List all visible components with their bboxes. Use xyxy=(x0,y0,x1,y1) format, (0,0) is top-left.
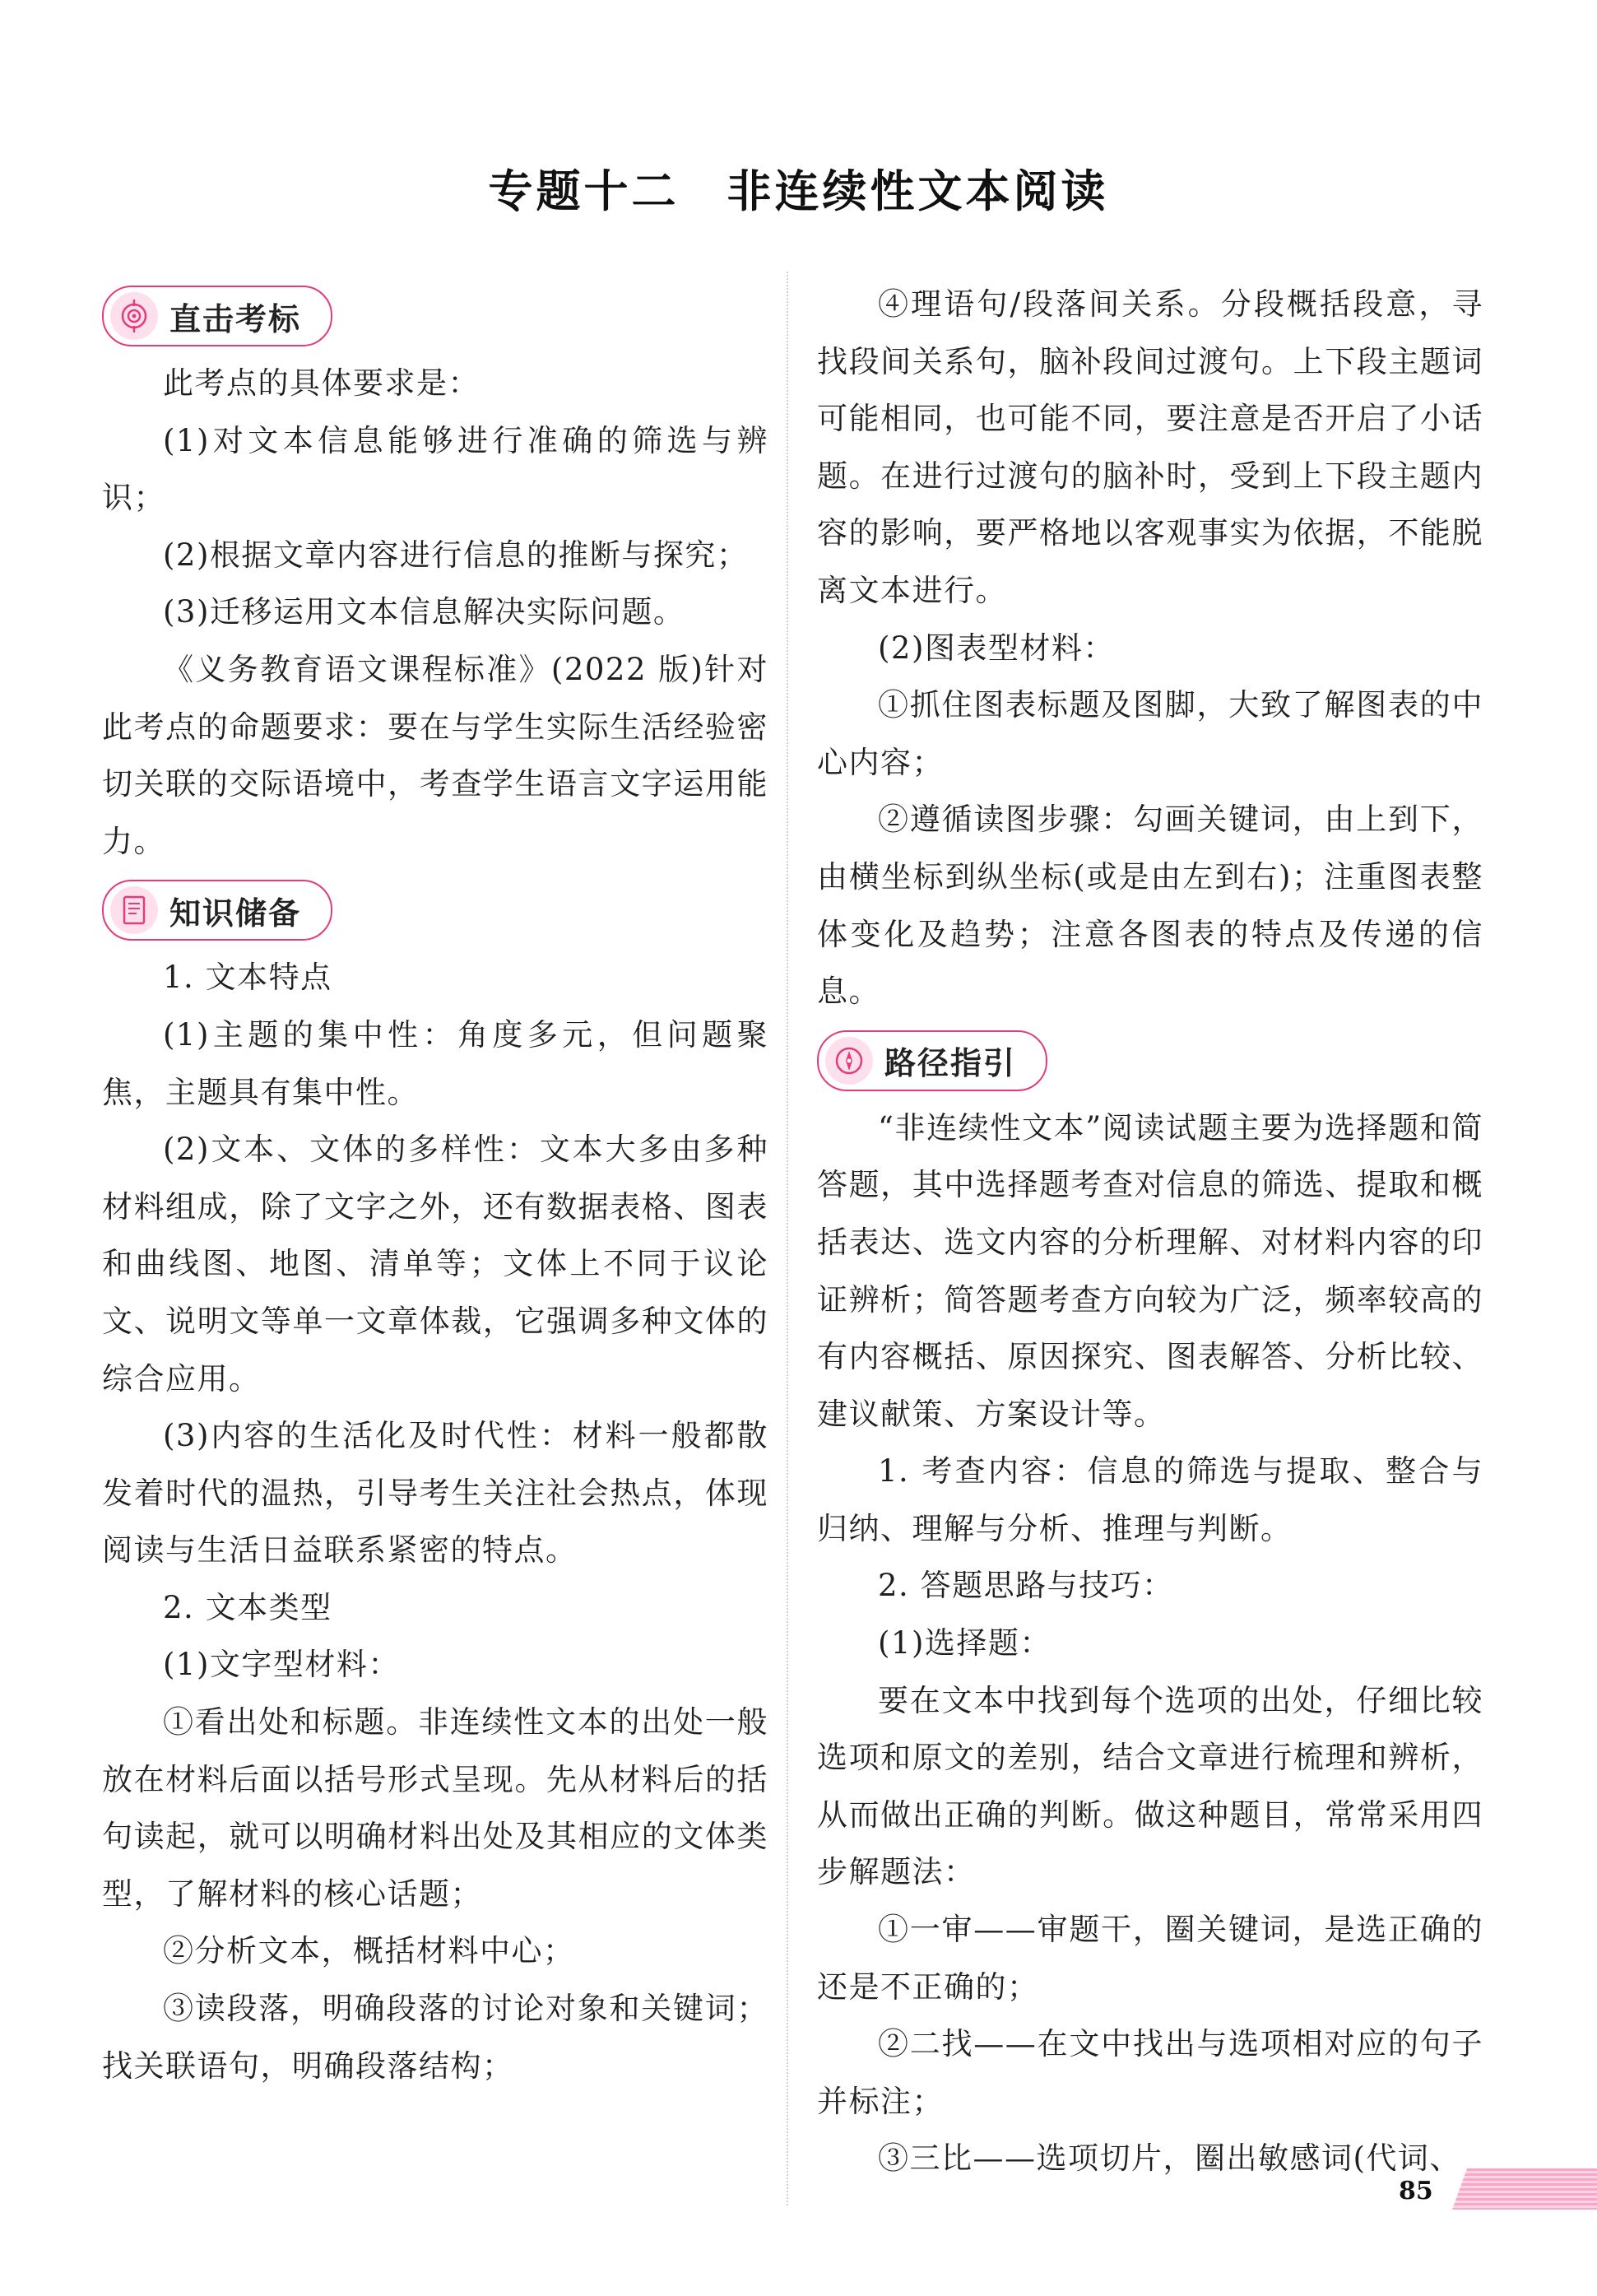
paragraph: 此考点的具体要求是： xyxy=(163,365,480,401)
paragraph: ②分析文本，概括材料中心； xyxy=(163,1933,575,1969)
paragraph: (1)文字型材料： xyxy=(163,1647,400,1683)
section-header-exam xyxy=(102,286,332,346)
paragraph: 2. 答题思路与技巧： xyxy=(878,1568,1174,1604)
paragraph: ③读段落，明确段落的讨论对象和关键词；找关联语句，明确段落结构； xyxy=(102,1991,768,2084)
section-title-knowledge: 知识储备 xyxy=(169,895,302,932)
paragraph: ②二找——在文中找出与选项相对应的句子并标注； xyxy=(817,2026,1483,2119)
right-column xyxy=(817,276,1483,2187)
paragraph: ③三比——选项切片，圈出敏感词(代词、 xyxy=(878,2140,1461,2177)
paragraph: 2. 文本类型 xyxy=(163,1589,332,1625)
paragraph: (2)根据文章内容进行信息的推断与探究； xyxy=(163,537,749,573)
section-title-path: 路径指引 xyxy=(884,1045,1017,1082)
column-divider xyxy=(787,272,788,2205)
page-decoration-bar xyxy=(1452,2168,1597,2210)
paragraph: ①看出处和标题。非连续性文本的出处一般放在材料后面以括号形式呈现。先从材料后的括句读起，就可以明确材料出处及其相应的文体类型，了解材料的核心话题； xyxy=(102,1704,768,1912)
paragraph: ①抓住图表标题及图脚，大致了解图表的中心内容； xyxy=(817,687,1483,780)
paragraph: (2)文本、文体的多样性：文本大多由多种材料组成，除了文字之外，还有数据表格、图表和曲线图、地图、清单等；文体上不同于议论文、说明文等单一文章体裁，它强调多种文体的综合应用。 xyxy=(102,1132,768,1397)
section-header-knowledge xyxy=(102,880,332,941)
page-title: 专题十二 非连续性文本阅读 xyxy=(488,165,1109,217)
left-column xyxy=(102,276,768,2094)
paragraph: (1)选择题： xyxy=(878,1625,1052,1662)
paragraph: 1. 文本特点 xyxy=(163,960,332,996)
paragraph: 1. 考查内容：信息的筛选与提取、整合与归纳、理解与分析、推理与判断。 xyxy=(817,1453,1483,1546)
paragraph: 《义务教育语文课程标准》(2022 版)针对此考点的命题要求：要在与学生实际生活经验密切关联的交际语境中，考查学生语言文字运用能力。 xyxy=(102,651,768,859)
book-icon xyxy=(110,886,158,934)
paragraph: ④理语句/段落间关系。分段概括段意，寻找段间关系句，脑补段间过渡句。上下段主题词可能相同，也可能不同，要注意是否开启了小话题。在进行过渡句的脑补时，受到上下段主题内容的影响，要严格地以客观事实为依据，不能脱离文本进行。 xyxy=(817,286,1483,608)
compass-icon xyxy=(825,1037,873,1085)
paragraph: “非连续性文本”阅读试题主要为选择题和简答题，其中选择题考查对信息的筛选、提取和概括表达、选文内容的分析理解、对材料内容的印证辨析；简答题考查方向较为广泛，频率较高的有内容概括、原因探究、图表解答、分析比较、建议献策、方案设计等。 xyxy=(817,1109,1483,1432)
paragraph: 要在文本中找到每个选项的出处，仔细比较选项和原文的差别，结合文章进行梳理和辨析，从而做出正确的判断。做这种题目，常常采用四步解题法： xyxy=(817,1682,1483,1890)
paragraph: ②遵循读图步骤：勾画关键词，由上到下，由横坐标到纵坐标(或是由左到右)；注重图表整体变化及趋势；注意各图表的特点及传递的信息。 xyxy=(817,802,1483,1010)
target-icon xyxy=(110,292,158,340)
page-number: 85 xyxy=(1399,2177,1433,2205)
paragraph: (3)内容的生活化及时代性：材料一般都散发着时代的温热，引导考生关注社会热点，体现阅读与生活日益联系紧密的特点。 xyxy=(102,1418,768,1569)
paragraph: (3)迁移运用文本信息解决实际问题。 xyxy=(163,594,685,630)
section-header-path xyxy=(817,1030,1047,1091)
paragraph: (1)主题的集中性：角度多元，但问题聚焦，主题具有集中性。 xyxy=(102,1016,768,1110)
paragraph: (2)图表型材料： xyxy=(878,630,1115,666)
section-title-exam: 直击考标 xyxy=(169,300,302,337)
paragraph: (1)对文本信息能够进行准确的筛选与辨识； xyxy=(102,422,768,516)
paragraph: ①一审——审题干，圈关键词，是选正确的还是不正确的； xyxy=(817,1912,1483,2005)
